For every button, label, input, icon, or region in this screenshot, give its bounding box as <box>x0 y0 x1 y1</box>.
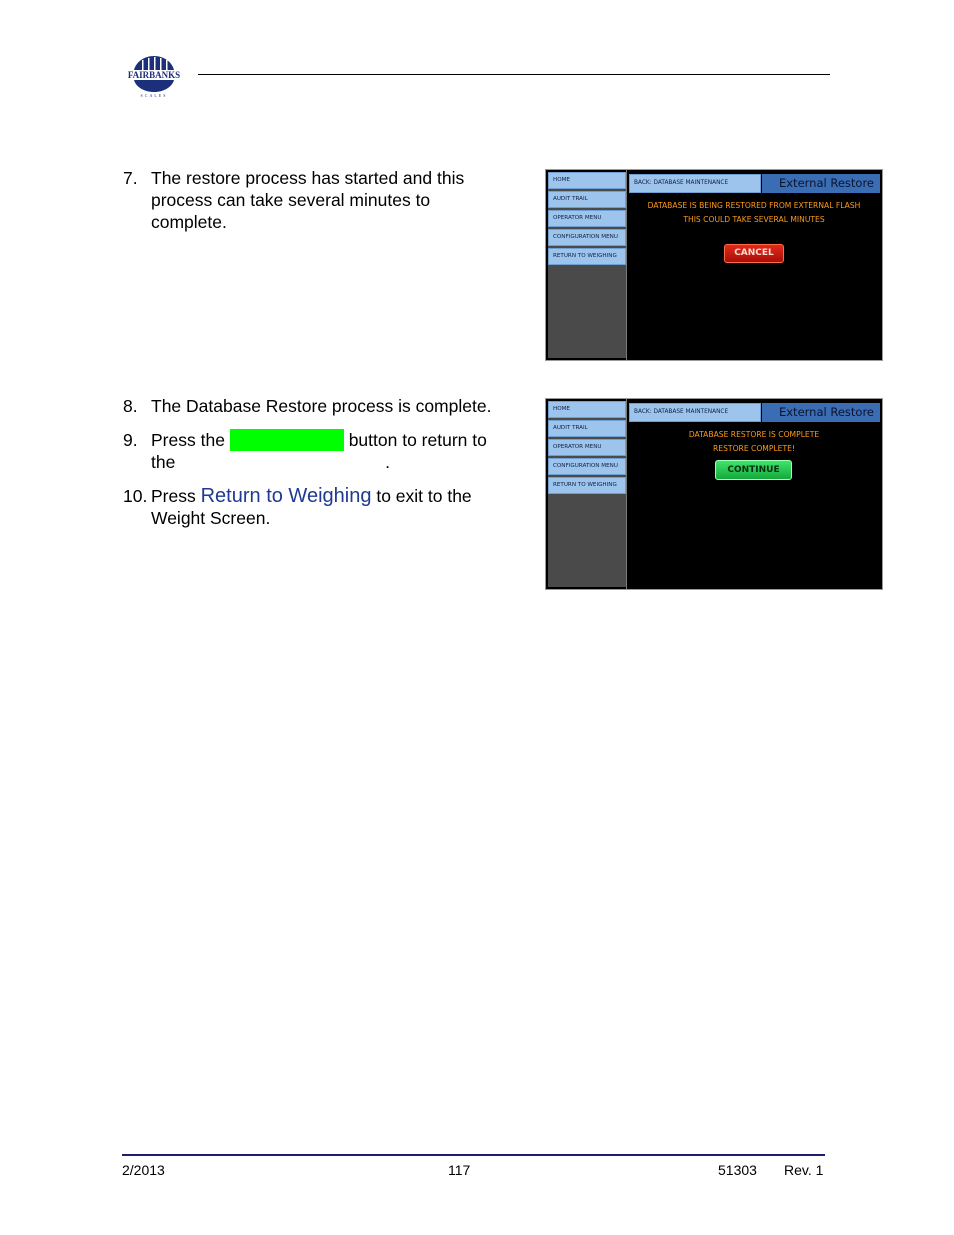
step-number: 10. <box>123 486 148 506</box>
restore-complete-screen <box>545 398 883 590</box>
cancel-button[interactable]: CANCEL <box>724 244 784 263</box>
status-message: DATABASE IS BEING RESTORED FROM EXTERNAL FLASH <box>647 201 861 210</box>
step-text: The restore process has started and this process can take several minutes to complete. <box>151 168 465 232</box>
step-number: 8. <box>123 396 138 416</box>
revision: Rev. 1 <box>784 1162 824 1178</box>
step-number: 9. <box>123 430 138 450</box>
svg-text:SCALES: SCALES <box>140 93 168 98</box>
status-message-detail: THIS COULD TAKE SEVERAL MINUTES <box>683 215 825 224</box>
status-message: DATABASE RESTORE IS COMPLETE <box>688 430 820 439</box>
header-rule <box>198 74 830 75</box>
svg-text:FAIRBANKS: FAIRBANKS <box>127 70 181 80</box>
screen-title: External Restore <box>762 174 880 193</box>
footer-date: 2/2013 <box>122 1162 165 1178</box>
menu-item-home[interactable]: HOME <box>548 401 626 418</box>
menu-divider <box>626 170 627 360</box>
back-button[interactable]: BACK: DATABASE MAINTENANCE <box>629 403 761 422</box>
step-text: Press <box>151 486 196 506</box>
status-message-detail: RESTORE COMPLETE! <box>713 444 795 453</box>
menu-item-configuration-menu[interactable]: CONFIGURATION MENU <box>548 229 626 246</box>
side-menu <box>548 401 626 587</box>
menu-item-return-to-weighing[interactable]: RETURN TO WEIGHING <box>548 248 626 265</box>
step-text: Press the <box>151 430 225 450</box>
menu-item-audit-trail[interactable]: AUDIT TRAIL <box>548 420 626 437</box>
menu-item-audit-trail[interactable]: AUDIT TRAIL <box>548 191 626 208</box>
menu-item-return-to-weighing[interactable]: RETURN TO WEIGHING <box>548 477 626 494</box>
menu-divider <box>626 399 627 589</box>
screen-title: External Restore <box>762 403 880 422</box>
page-number: 117 <box>448 1162 471 1178</box>
step-number: 7. <box>123 168 138 188</box>
step-text: the <box>151 452 176 472</box>
return-to-weighing-reference: Return to Weighing <box>200 485 372 507</box>
back-button[interactable]: BACK: DATABASE MAINTENANCE <box>629 174 761 193</box>
restore-in-progress-screen <box>545 169 883 361</box>
step-text: to exit to the Weight Screen. <box>151 486 472 528</box>
menu-item-operator-menu[interactable]: OPERATOR MENU <box>548 210 626 227</box>
step-text: button to return to <box>348 430 487 450</box>
menu-item-configuration-menu[interactable]: CONFIGURATION MENU <box>548 458 626 475</box>
side-menu <box>548 172 626 358</box>
document-number: 51303 <box>718 1162 757 1178</box>
menu-item-operator-menu[interactable]: OPERATOR MENU <box>548 439 626 456</box>
footer-rule <box>122 1154 825 1156</box>
step-text: . <box>385 452 390 472</box>
continue-highlight <box>230 429 344 451</box>
continue-button[interactable]: CONTINUE <box>715 460 792 480</box>
menu-item-home[interactable]: HOME <box>548 172 626 189</box>
fairbanks-logo-icon <box>122 54 186 98</box>
step-text: The Database Restore process is complete. <box>151 396 492 416</box>
